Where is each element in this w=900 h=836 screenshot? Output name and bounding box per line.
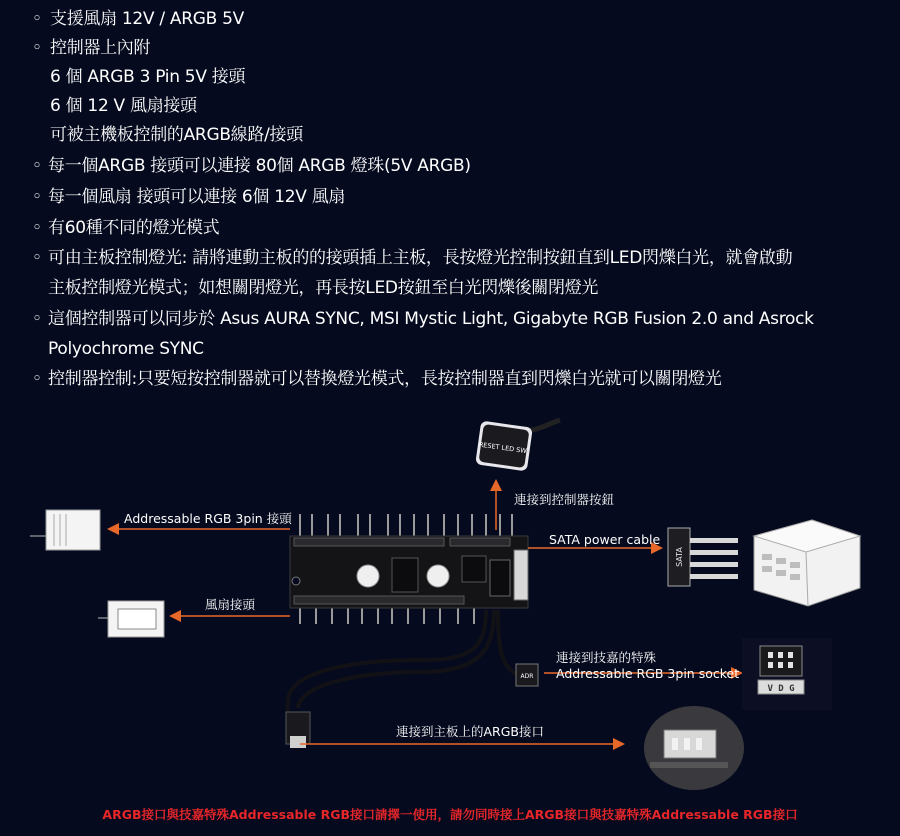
feature-subitem: 6 個 12 V 風扇接頭 xyxy=(50,96,197,116)
sata-connector-label: SATA xyxy=(675,547,684,567)
bullet-marker: ◦ xyxy=(32,9,43,29)
reset-led-switch-label: RESET LED SW xyxy=(478,440,528,456)
bullet-marker: ◦ xyxy=(32,156,43,176)
fan-connector-image xyxy=(98,601,164,637)
feature-item: 控制器控制:只要短按控制器就可以替換燈光模式，長按控制器直到閃爍白光就可以關閉燈光 xyxy=(48,369,722,389)
warning-note: ARGB接口與技嘉特殊Addressable RGB接口請擇一使用，請勿同時接上ARGB接口與技嘉特殊Addressable RGB接口 xyxy=(102,807,798,822)
motherboard-argb-plug xyxy=(286,712,310,748)
label-fan-header: 風扇接頭 xyxy=(205,597,256,612)
feature-item: 這個控制器可以同步於 Asus AURA SYNC, MSI Mystic Light, Gigabyte RGB Fusion 2.0 and Asrock xyxy=(48,309,814,329)
feature-item: 控制器上內附 xyxy=(50,38,151,58)
bullet-marker: ◦ xyxy=(32,248,43,268)
feature-item: 有60種不同的燈光模式 xyxy=(48,218,220,238)
label-special-socket-line1: 連接到技嘉的特殊 xyxy=(556,650,657,665)
bullet-marker: ◦ xyxy=(32,187,43,207)
label-special-socket-line2: Addressable RGB 3pin socket xyxy=(556,666,740,681)
bullet-marker: ◦ xyxy=(32,38,43,58)
bullet-marker: ◦ xyxy=(32,218,43,238)
label-sata-power: SATA power cable xyxy=(549,532,661,547)
controller-cables xyxy=(287,610,520,728)
feature-subitem: 6 個 ARGB 3 Pin 5V 接頭 xyxy=(50,67,246,87)
power-supply-image xyxy=(754,520,860,606)
bullet-marker: ◦ xyxy=(32,309,43,329)
label-argb-3pin: Addressable RGB 3pin 接頭 xyxy=(124,511,292,526)
feature-item: 可由主板控制燈光: 請將連動主板的的接頭插上主板，長按燈光控制按鈕直到LED閃爍白光，就會啟動 xyxy=(48,248,793,268)
adr-plug-label: ADR xyxy=(520,673,534,680)
feature-item-continued: 主板控制燈光模式；如想關閉燈光，再長按LED按鈕至白光閃爍後關閉燈光 xyxy=(48,278,599,298)
feature-item: 每一個風扇 接頭可以連接 6個 12V 風扇 xyxy=(48,187,346,207)
label-motherboard-argb: 連接到主板上的ARGB接口 xyxy=(396,724,544,739)
bullet-marker: ◦ xyxy=(32,369,43,389)
feature-subitem: 可被主機板控制的ARGB線路/接頭 xyxy=(50,125,303,145)
special-argb-socket-image xyxy=(742,638,832,710)
label-connect-button: 連接到控制器按鈕 xyxy=(514,492,615,507)
feature-item-continued: Polyochrome SYNC xyxy=(48,339,204,359)
feature-item: 每一個ARGB 接頭可以連接 80個 ARGB 燈珠(5V ARGB) xyxy=(48,156,471,176)
motherboard-header-image xyxy=(644,706,744,790)
sata-connector xyxy=(668,528,738,586)
wiring-diagram-graphics xyxy=(0,410,900,836)
vdg-pin-label: V D G xyxy=(767,684,795,694)
feature-item: 支援風扇 12V / ARGB 5V xyxy=(50,9,244,29)
wiring-diagram xyxy=(0,410,900,836)
controller-board xyxy=(290,514,528,624)
argb-connector-image xyxy=(30,510,100,550)
reset-led-switch xyxy=(475,420,560,471)
adr-plug xyxy=(516,664,538,686)
